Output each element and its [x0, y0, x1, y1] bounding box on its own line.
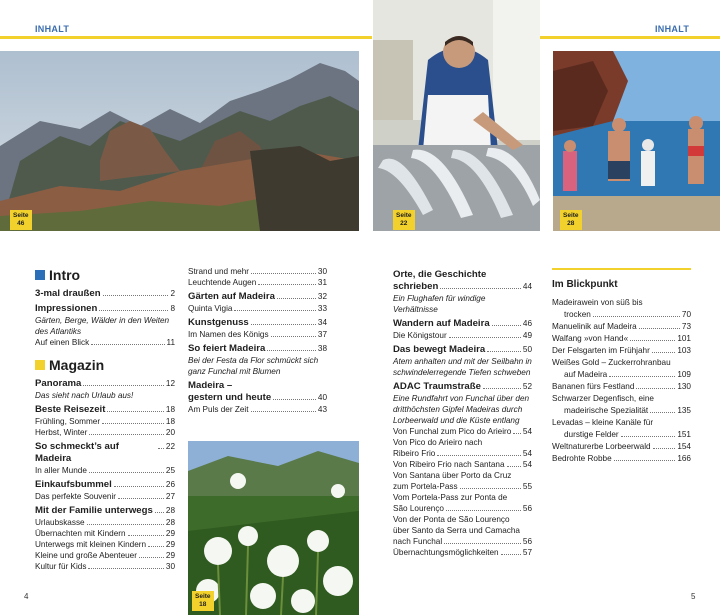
- page-badge-46: Seite 46: [10, 210, 32, 230]
- toc-subtitle: Atem anhalten und mit der Seilbahn in schwindelerregende Tiefen schweben: [393, 357, 532, 377]
- toc-column-1: [35, 266, 175, 572]
- toc-entry[interactable]: Der Felsgarten im Frühjahr 103: [552, 346, 691, 355]
- page-number-right: 5: [691, 592, 696, 601]
- toc-entry[interactable]: Wandern auf Madeira 46: [393, 318, 532, 329]
- toc-entry-line[interactable]: Vom Portela-Pass zur Ponta de: [393, 493, 508, 502]
- toc-subtitle: Ein Flughafen für windige Verhältnisse: [393, 294, 486, 314]
- toc-entry[interactable]: Panorama 12: [35, 378, 175, 389]
- blickpunkt-title: Im Blickpunkt: [552, 279, 618, 290]
- toc-entry[interactable]: Einkaufsbummel 26: [35, 479, 175, 490]
- page-number-left: 4: [24, 592, 29, 601]
- toc-entry[interactable]: trocken 70: [564, 310, 691, 319]
- header-rule-left: [0, 36, 372, 39]
- toc-entry[interactable]: Im Namen des Königs 37: [188, 330, 327, 339]
- toc-entry[interactable]: ADAC Traumstraße 52: [393, 381, 532, 392]
- toc-entry[interactable]: Frühling, Sommer 18: [35, 417, 175, 426]
- toc-entry[interactable]: In aller Munde 25: [35, 466, 175, 475]
- toc-entry[interactable]: Übernachten mit Kindern 29: [35, 529, 175, 538]
- toc-entry[interactable]: Unterwegs mit kleinen Kindern 29: [35, 540, 175, 549]
- toc-entry[interactable]: Beste Reisezeit 18: [35, 404, 175, 415]
- toc-entry[interactable]: 3-mal draußen 2: [35, 288, 175, 299]
- toc-entry[interactable]: Walfang »von Hand« 101: [552, 334, 691, 343]
- toc-entry-line[interactable]: Von Santana über Porto da Cruz: [393, 471, 512, 480]
- toc-entry[interactable]: Das bewegt Madeira 50: [393, 344, 532, 355]
- photo-fish-market: [373, 0, 540, 231]
- toc-entry[interactable]: auf Madeira 109: [564, 370, 691, 379]
- toc-entry[interactable]: Das perfekte Souvenir 27: [35, 492, 175, 501]
- toc-heading-line: Orte, die Geschichte: [393, 269, 487, 280]
- toc-entry[interactable]: So schmeckt’s auf Madeira 22: [35, 441, 175, 464]
- toc-entry[interactable]: Weltnaturerbe Lorbeerwald 154: [552, 442, 691, 451]
- toc-heading-line: Madeira –: [188, 380, 233, 391]
- toc-entry-line[interactable]: Levadas – kleine Kanäle für: [552, 418, 654, 427]
- toc-subtitle: Bei der Festa da Flor schmückt sich ganz Funchal mit Blumen: [188, 356, 319, 376]
- toc-subtitle: Gärten, Berge, Wälder in den Weiten des Atlantiks: [35, 316, 170, 336]
- section-heading-magazin: Magazin: [35, 356, 175, 374]
- header-left: INHALT: [35, 24, 70, 34]
- photo-coast: [553, 51, 720, 231]
- toc-entry-line[interactable]: Schwarzer Degenfisch, eine: [552, 394, 654, 403]
- toc-entry[interactable]: Gärten auf Madeira 32: [188, 291, 327, 302]
- toc-entry[interactable]: schrieben 44: [393, 281, 532, 292]
- toc-entry[interactable]: Kleine und große Abenteuer 29: [35, 551, 175, 560]
- toc-entry[interactable]: Kunstgenuss 34: [188, 317, 327, 328]
- toc-entry[interactable]: Von Ribeiro Frio nach Santana 54: [393, 460, 532, 469]
- toc-entry[interactable]: Quinta Vigia 33: [188, 304, 327, 313]
- toc-entry[interactable]: durstige Felder 151: [564, 430, 691, 439]
- toc-entry[interactable]: Bedrohte Robbe 166: [552, 454, 691, 463]
- toc-entry[interactable]: Bananen fürs Festland 130: [552, 382, 691, 391]
- toc-entry-line[interactable]: über Santo da Serra und Camacha: [393, 526, 520, 535]
- toc-entry[interactable]: gestern und heute 40: [188, 392, 327, 403]
- toc-entry[interactable]: madeirische Spezialität 135: [564, 406, 691, 415]
- toc-entry[interactable]: Leuchtende Augen 31: [188, 278, 327, 287]
- section-heading-intro: Intro: [35, 266, 175, 284]
- toc-subtitle: Eine Rundfahrt von Funchal über den dritthöchsten Gipfel Madeiras durch Lorbeerwald und die Küste entlang: [393, 394, 530, 425]
- toc-entry[interactable]: Herbst, Winter 20: [35, 428, 175, 437]
- page-badge-22: Seite 22: [393, 210, 415, 230]
- page-badge-28: Seite 28: [560, 210, 582, 230]
- blickpunkt-box: [552, 268, 691, 465]
- toc-entry-line[interactable]: Von der Ponta de São Lourenço: [393, 515, 510, 524]
- toc-entry[interactable]: Übernachtungsmöglichkeiten 57: [393, 548, 532, 557]
- toc-entry-line[interactable]: Madeirawein von süß bis: [552, 298, 643, 307]
- intro-square-icon: [35, 270, 45, 280]
- toc-column-3: [393, 266, 532, 558]
- toc-entry[interactable]: Impressionen 8: [35, 303, 175, 314]
- toc-entry[interactable]: São Lourenço 56: [393, 504, 532, 513]
- toc-entry[interactable]: Urlaubskasse 28: [35, 518, 175, 527]
- magazin-square-icon: [35, 360, 45, 370]
- toc-entry[interactable]: Von Funchal zum Pico do Arieiro 54: [393, 427, 532, 436]
- photo-mountains: [0, 51, 359, 231]
- toc-entry[interactable]: Strand und mehr 30: [188, 267, 327, 276]
- photo-flowers: [188, 441, 359, 615]
- toc-entry[interactable]: Manuelinik auf Madeira 73: [552, 322, 691, 331]
- toc-entry[interactable]: Kultur für Kids 30: [35, 562, 175, 571]
- toc-entry-line[interactable]: Weißes Gold – Zuckerrohranbau: [552, 358, 671, 367]
- toc-entry-line[interactable]: Von Pico do Arieiro nach: [393, 438, 483, 447]
- toc-entry[interactable]: Die Königstour 49: [393, 331, 532, 340]
- toc-entry[interactable]: Mit der Familie unterwegs 28: [35, 505, 175, 516]
- page-badge-18: Seite 18: [192, 591, 214, 611]
- toc-entry[interactable]: So feiert Madeira 38: [188, 343, 327, 354]
- toc-column-2: [188, 266, 327, 415]
- toc-entry[interactable]: Auf einen Blick 11: [35, 338, 175, 347]
- toc-entry[interactable]: Am Puls der Zeit 43: [188, 405, 327, 414]
- toc-entry[interactable]: nach Funchal 56: [393, 537, 532, 546]
- toc-subtitle: Das sieht nach Urlaub aus!: [35, 391, 134, 400]
- header-right: INHALT: [655, 24, 690, 34]
- header-rule-right: [540, 36, 720, 39]
- toc-entry[interactable]: zum Portela-Pass 55: [393, 482, 532, 491]
- toc-entry[interactable]: Ribeiro Frio 54: [393, 449, 532, 458]
